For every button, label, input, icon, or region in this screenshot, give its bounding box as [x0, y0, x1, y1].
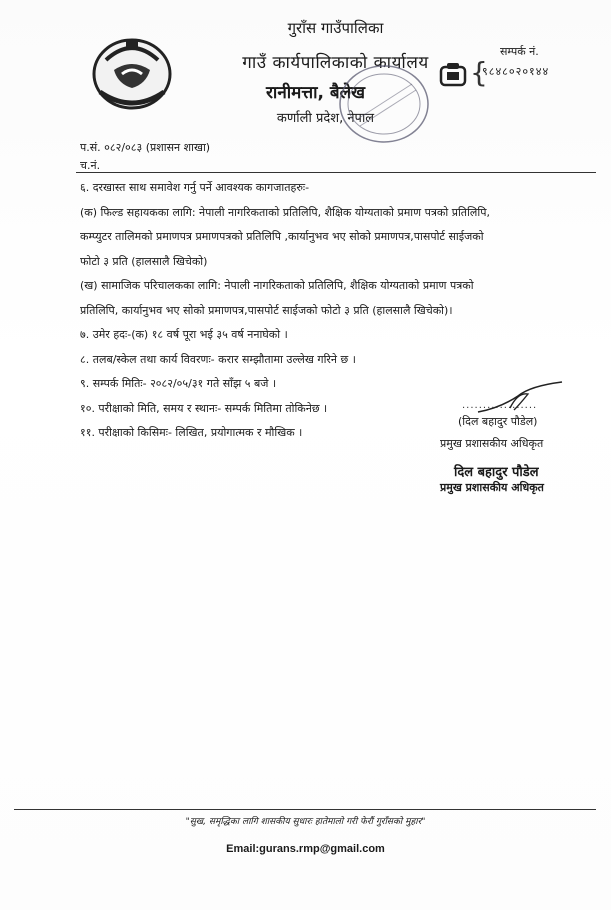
body-line: ९. सम्पर्क मितिः- २०८२/०५/३१ गते साँझ ५ बजे ।	[80, 377, 277, 390]
body-line: १०. परीक्षाको मिति, समय र स्थानः- सम्पर्क मितिमा तोकिनेछ ।	[80, 401, 328, 415]
contact-label: सम्पर्क नं.	[500, 45, 539, 58]
signature-dots: ..................	[462, 400, 538, 411]
signatory-title: प्रमुख प्रशासकीय अधिकृत	[440, 437, 544, 450]
org-name: गुराँस गाउँपालिका	[287, 19, 384, 37]
body-line: ७. उमेर हदः-(क) १८ वर्ष पूरा भई ३५ वर्ष ननाघेको ।	[80, 328, 288, 341]
body-line: फोटो ३ प्रति (हालसालै खिचेको)	[80, 254, 208, 268]
contact-number: ९८४८०२०१४४	[482, 65, 550, 78]
handwritten-signature-icon	[470, 378, 570, 418]
office-seal-icon	[322, 60, 442, 148]
footer-divider	[14, 809, 596, 810]
brace-icon: {	[470, 56, 488, 89]
signatory-name: (दिल बहादुर पौडेल)	[458, 415, 538, 428]
phone-icon	[438, 60, 468, 90]
body-line: प्रतिलिपि, कार्यानुभव भए सोको प्रमाणपत्र,पासपोर्ट साईजको फोटो ३ प्रति (हालसालै खिचेको)।	[80, 303, 453, 317]
reference-number: प.सं. ०८२/०८३ (प्रशासन शाखा)	[80, 141, 211, 154]
office-name: गाउँ कार्यपालिकाको कार्यालय	[242, 53, 429, 73]
body-line: ११. परीक्षाको किसिमः- लिखित, प्रयोगात्मक र मौखिक ।	[80, 426, 303, 439]
footer-slogan: "सुख, समृद्धिका लागि शासकीय सुधारः हातेमालो गरी फेरौं गुराँसको मुहार"	[185, 817, 426, 827]
footer-email: Email:gurans.rmp@gmail.com	[226, 843, 385, 855]
stamp-title: प्रमुख प्रशासकीय अधिकृत	[440, 481, 544, 494]
stamp-name: दिल बहादुर पौडेल	[454, 465, 539, 480]
body-line: (क) फिल्ड सहायकका लागि: नेपाली नागरिकताको प्रतिलिपि, शैक्षिक योग्यताको प्रमाण पत्रको प्रतिलिपि,	[80, 205, 490, 219]
body-line: ६. दरखास्त साथ समावेश गर्नु पर्ने आवश्यक कागजातहरुः-	[80, 181, 310, 194]
header-divider	[76, 172, 596, 173]
body-line: कम्प्युटर तालिमको प्रमाणपत्र प्रमाणपत्रको प्रतिलिपि ,कार्यानुभव भए सोको प्रमाणपत्र,पासपोर्ट साईजको	[80, 230, 484, 243]
province-name: कर्णाली प्रदेश, नेपाल	[276, 111, 375, 126]
body-line: ८. तलब/स्केल तथा कार्य विवरणः- करार सम्झौतामा उल्लेख गरिने छ ।	[80, 352, 356, 366]
body-line: (ख) सामाजिक परिचालकका लागि: नेपाली नागरिकताको प्रतिलिपि, शैक्षिक योग्यताको प्रमाण पत्रको	[80, 279, 474, 292]
office-location: रानीमत्ता, बैलेख	[265, 83, 366, 103]
dispatch-number: च.नं.	[80, 159, 101, 172]
